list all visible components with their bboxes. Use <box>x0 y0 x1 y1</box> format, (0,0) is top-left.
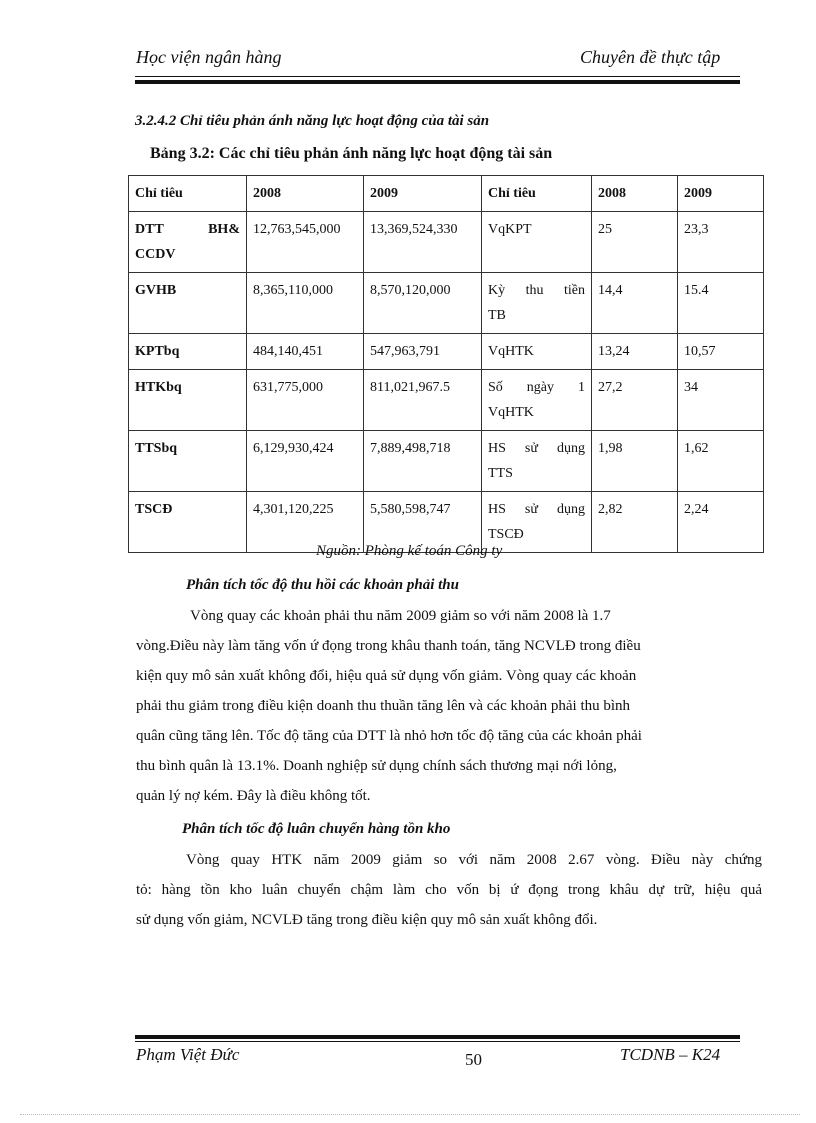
value-2008-cell: 6,129,930,424 <box>247 431 364 492</box>
indicator-name-line2: CCDV <box>135 247 176 262</box>
value-2009-cell: 8,570,120,000 <box>364 273 482 334</box>
ratio-2008-cell: 1,98 <box>592 431 678 492</box>
ratio-name-line1: HS sử dụng <box>488 502 585 517</box>
indicator-name-cell <box>129 273 247 334</box>
table-row <box>129 370 764 431</box>
header-doc-type: Chuyên đề thực tập <box>580 47 721 67</box>
value-2009-cell: 811,021,967.5 <box>364 370 482 431</box>
paragraph-line: vòng.Điều này làm tăng vốn ứ đọng trong khâu thanh toán, tăng NCVLĐ trong điều <box>136 638 641 654</box>
ratio-2008-cell: 2,82 <box>592 492 678 553</box>
ratio-2009-cell: 34 <box>678 370 764 431</box>
ratio-name-line2: TTS <box>488 466 513 481</box>
ratio-name-line2: TSCĐ <box>488 527 524 542</box>
subheading-inventory: Phân tích tốc độ luân chuyển hàng tồn kho <box>182 821 451 837</box>
ratio-name-line1: HS sử dụng <box>488 441 585 456</box>
table-header-cell: 2008 <box>247 176 364 212</box>
paragraph-line: quản lý nợ kém. Đây là điều không tốt. <box>136 788 371 804</box>
ratio-2009-cell: 1,62 <box>678 431 764 492</box>
footer-author: Phạm Việt Đức <box>136 1045 240 1064</box>
header-rule-thick <box>135 80 740 84</box>
indicator-name-line1: KPTbq <box>135 344 180 359</box>
ratio-name-line1: VqKPT <box>488 222 532 237</box>
ratio-name-cell <box>482 273 592 334</box>
footer-class-code: TCDNB – K24 <box>620 1045 721 1064</box>
indicator-name-cell <box>129 334 247 370</box>
ratio-2008-cell: 27,2 <box>592 370 678 431</box>
table-header-cell: Chỉ tiêu <box>482 176 592 212</box>
asset-indicators-table <box>128 175 764 553</box>
value-2008-cell: 484,140,451 <box>247 334 364 370</box>
ratio-2009-cell: 23,3 <box>678 212 764 273</box>
ratio-2009-cell: 15.4 <box>678 273 764 334</box>
value-2009-cell: 5,580,598,747 <box>364 492 482 553</box>
page-number: 50 <box>465 1050 482 1069</box>
value-2008-cell: 4,301,120,225 <box>247 492 364 553</box>
table-header-cell: Chỉ tiêu <box>129 176 247 212</box>
value-2008-cell: 8,365,110,000 <box>247 273 364 334</box>
table-row <box>129 212 764 273</box>
table-row <box>129 273 764 334</box>
paragraph-line: Vòng quay HTK năm 2009 giảm so với năm 2008 2.67 vòng. Điều này chứng <box>186 852 762 868</box>
paragraph-inventory <box>136 845 762 935</box>
table-row <box>129 334 764 370</box>
indicator-name-cell <box>129 370 247 431</box>
indicator-name-cell <box>129 212 247 273</box>
ratio-name-line1: Số ngày 1 <box>488 380 585 395</box>
paragraph-receivables <box>136 601 730 811</box>
value-2009-cell: 7,889,498,718 <box>364 431 482 492</box>
section-title: 3.2.4.2 Chỉ tiêu phản ánh năng lực hoạt động của tài sản <box>135 113 490 129</box>
indicator-name-line1: TTSbq <box>135 441 178 456</box>
paragraph-line: phải thu giảm trong điều kiện doanh thu thuần tăng lên và các khoản phải thu bình <box>136 698 631 714</box>
ratio-name-line2: VqHTK <box>488 405 534 420</box>
indicator-name-cell <box>129 492 247 553</box>
ratio-name-cell <box>482 431 592 492</box>
paragraph-line: thu bình quân là 13.1%. Doanh nghiệp sử dụng chính sách thương mại nới lỏng, <box>136 758 617 774</box>
ratio-2009-cell: 10,57 <box>678 334 764 370</box>
value-2009-cell: 13,369,524,330 <box>364 212 482 273</box>
value-2008-cell: 12,763,545,000 <box>247 212 364 273</box>
indicator-name-cell <box>129 431 247 492</box>
paragraph-line: quân cũng tăng lên. Tốc độ tăng của DTT là nhỏ hơn tốc độ tăng của các khoản phải <box>136 728 642 744</box>
page-bottom-border <box>20 1114 800 1115</box>
ratio-name-cell <box>482 370 592 431</box>
subheading-receivables: Phân tích tốc độ thu hồi các khoản phải thu <box>186 577 459 593</box>
indicator-name-line1: GVHB <box>135 283 177 298</box>
indicator-name-line1: TSCĐ <box>135 502 173 517</box>
value-2008-cell: 631,775,000 <box>247 370 364 431</box>
table-source-note: Nguồn: Phòng kế toán Công ty <box>316 543 503 559</box>
table-caption: Bảng 3.2: Các chỉ tiêu phản ánh năng lực hoạt động tài sản <box>150 145 553 162</box>
paragraph-line: kiện quy mô sản xuất không đổi, hiệu quả sử dụng vốn giảm. Vòng quay các khoản <box>136 668 637 684</box>
ratio-name-line1: Kỳ thu tiền <box>488 283 585 298</box>
table-header-cell: 2009 <box>364 176 482 212</box>
ratio-2009-cell: 2,24 <box>678 492 764 553</box>
footer-rule-thin <box>135 1041 740 1042</box>
indicator-name-line1: HTKbq <box>135 380 182 395</box>
ratio-name-cell <box>482 334 592 370</box>
table-header-cell: 2009 <box>678 176 764 212</box>
table-row <box>129 431 764 492</box>
ratio-2008-cell: 13,24 <box>592 334 678 370</box>
ratio-name-cell <box>482 212 592 273</box>
ratio-2008-cell: 14,4 <box>592 273 678 334</box>
header-rule-thin <box>135 76 740 77</box>
value-2009-cell: 547,963,791 <box>364 334 482 370</box>
ratio-name-line1: VqHTK <box>488 344 534 359</box>
paragraph-line: Vòng quay các khoản phải thu năm 2009 giảm so với năm 2008 là 1.7 <box>190 608 611 624</box>
indicator-name-line1: DTT BH& <box>135 222 240 237</box>
paragraph-line: tỏ: hàng tồn kho luân chuyển chậm làm cho vốn bị ứ đọng trong khâu dự trữ, hiệu quả <box>136 882 762 898</box>
header-institution: Học viện ngân hàng <box>136 47 282 67</box>
paragraph-line: sử dụng vốn giảm, NCVLĐ tăng trong điều kiện quy mô sản xuất không đổi. <box>136 912 598 928</box>
table-header-cell: 2008 <box>592 176 678 212</box>
ratio-name-line2: TB <box>488 308 506 323</box>
footer-rule-thick <box>135 1035 740 1039</box>
table-header-row <box>129 176 764 212</box>
ratio-2008-cell: 25 <box>592 212 678 273</box>
